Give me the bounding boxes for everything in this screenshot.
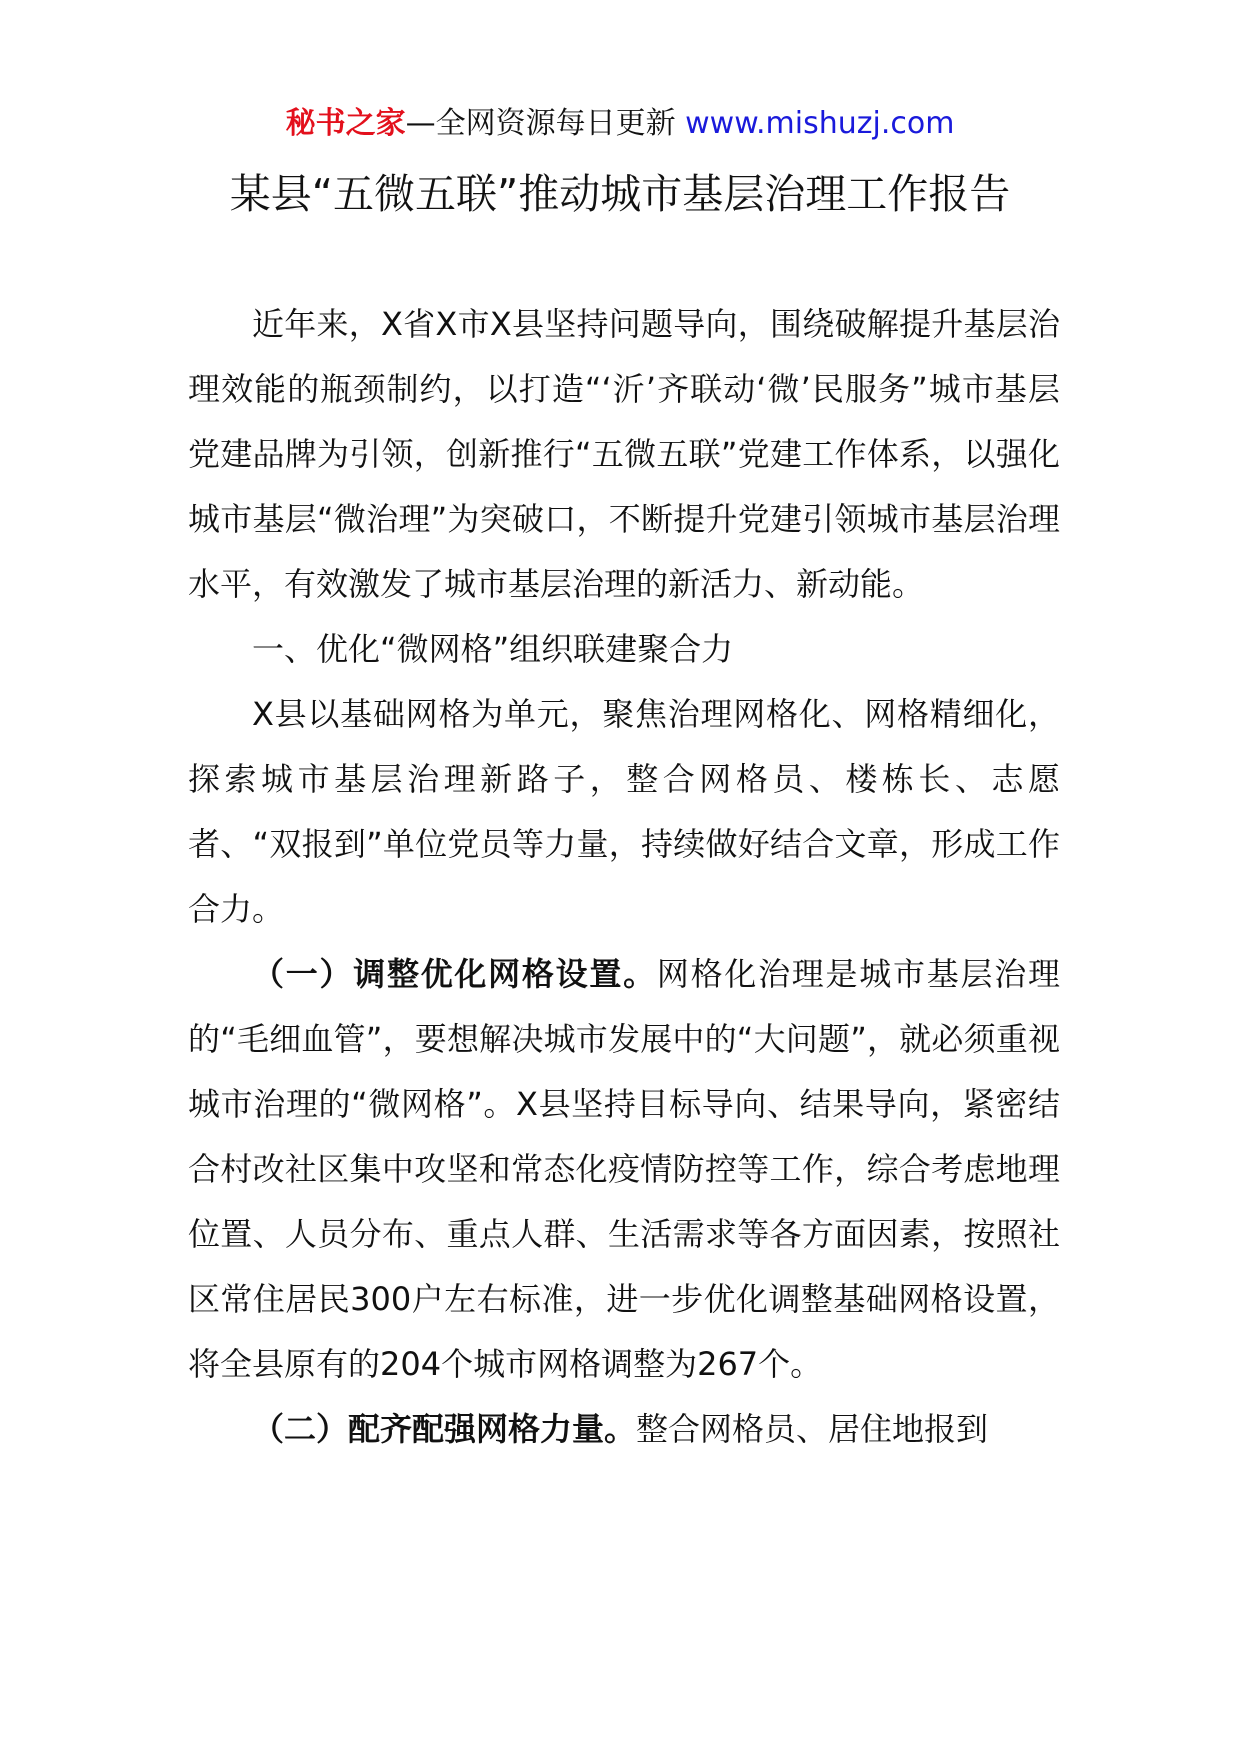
intro-paragraph: 近年来，X省X市X县坚持问题导向，围绕破解提升基层治理效能的瓶颈制约，以打造“‘沂’齐联动‘微’民服务”城市基层党建品牌为引领，创新推行“五微五联”党建工作体系，以强化城市基层“微治理”为突破口，不断提升党建引领城市基层治理水平，有效激发了城市基层治理的新活力、新动能。 [188,305,1060,603]
subsection-paragraph-1 [188,942,1060,1397]
site-banner [0,104,1240,144]
subsection-heading-1: （一）调整优化网格设置。 [252,955,657,993]
subsection-text-2: 整合网格员、居住地报到 [636,1410,989,1448]
subsection-paragraph-2 [188,1397,1060,1462]
brand-slogan: —全网资源每日更新 [405,106,676,141]
document-body [188,292,1060,1462]
subsection-text-1: 网格化治理是城市基层治理的“毛细血管”，要想解决城市发展中的“大问题”，就必须重视城市治理的“微网格”。X县坚持目标导向、结果导向，紧密结合村改社区集中攻坚和常态化疫情防控等工作，综合考虑地理位置、人员分布、重点人群、生活需求等各方面因素，按照社区常住居民300户左右标准，进一步优化调整基础网格设置，将全县原有的204个城市网格调整为267个。 [188,955,1060,1383]
brand-name: 秘书之家 [285,106,406,141]
section-paragraph: X县以基础网格为单元，聚焦治理网格化、网格精细化，探索城市基层治理新路子，整合网格员、楼栋长、志愿者、“双报到”单位党员等力量，持续做好结合文章，形成工作合力。 [188,695,1060,928]
document-title: 某县“五微五联”推动城市基层治理工作报告 [229,170,1011,218]
subsection-heading-2: （二）配齐配强网格力量。 [252,1410,637,1448]
site-url-link[interactable]: www.mishuzj.com [685,106,955,141]
section-heading: 一、优化“微网格”组织联建聚合力 [252,630,734,668]
